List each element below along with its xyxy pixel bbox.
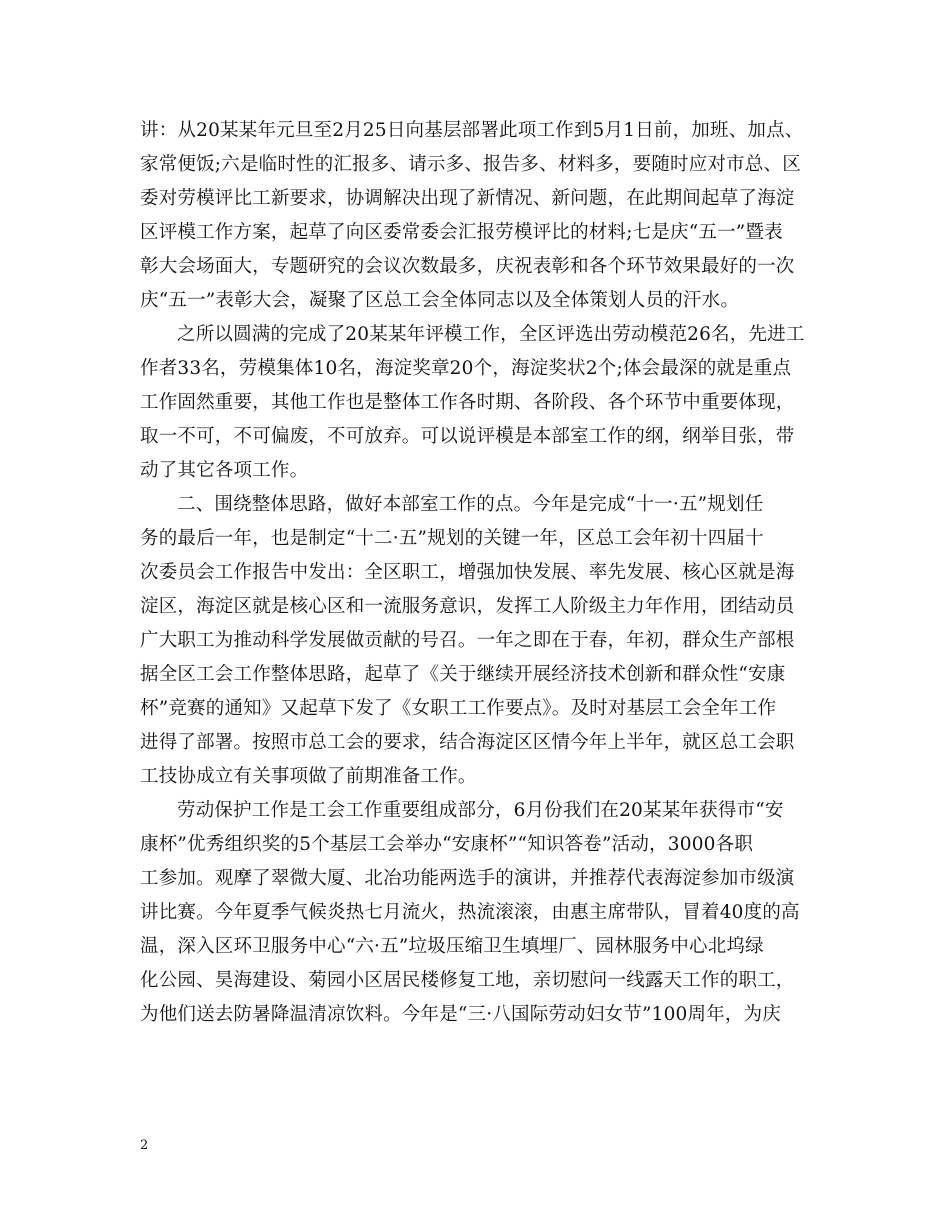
text-line: 进得了部署。按照市总工会的要求，结合海淀区区情今年上半年，就区总工会职 — [140, 732, 795, 753]
text-line: 化公园、昊海建设、菊园小区居民楼修复工地，亲切慰问一线露天工作的职工， — [140, 970, 795, 991]
text-line: 之所以圆满的完成了20某某年评模工作，全区评选出劳动模范26名，先进工 — [177, 324, 805, 345]
text-line: 温，深入区环卫服务中心“六·五”垃圾压缩卫生填埋厂、园林服务中心北坞绿 — [140, 936, 764, 957]
text-line: 作者33名，劳模集体10名，海淀奖章20个，海淀奖状2个;体会最深的就是重点 — [140, 358, 792, 379]
text-line: 二、围绕整体思路，做好本部室工作的点。今年是完成“十一·五”规划任 — [177, 494, 764, 515]
text-line: 康杯”优秀组织奖的5个基层工会举办“安康杯”“知识答卷”活动，3000各职 — [140, 834, 754, 855]
text-line: 广大职工为推动科学发展做贡献的号召。一年之即在于春，年初，群众生产部根 — [140, 630, 795, 651]
text-line: 动了其它各项工作。 — [140, 460, 309, 481]
text-line: 淀区，海淀区就是核心区和一流服务意识，发挥工人阶级主力年作用，团结动员 — [140, 596, 795, 617]
text-line: 杯”竞赛的通知》又起草下发了《女职工工作要点》。及时对基层工会全年工作 — [140, 698, 777, 719]
text-line: 工参加。观摩了翠微大厦、北冶功能两选手的演讲，并推荐代表海淀参加市级演 — [140, 868, 795, 889]
text-line: 区评模工作方案，起草了向区委常委会汇报劳模评比的材料;七是庆“五一”暨表 — [140, 222, 783, 243]
text-line: 讲比赛。今年夏季气候炎热七月流火，热流滚滚，由惠主席带队，冒着40度的高 — [140, 902, 800, 923]
text-line: 次委员会工作报告中发出：全区职工，增强加快发展、率先发展、核心区就是海 — [140, 562, 795, 583]
text-line: 务的最后一年，也是制定“十二·五”规划的关键一年，区总工会年初十四届十 — [140, 528, 764, 549]
text-line: 委对劳模评比工新要求，协调解决出现了新情况、新问题，在此期间起草了海淀 — [140, 188, 795, 209]
text-line: 工作固然重要，其他工作也是整体工作各时期、各阶段、各个环节中重要体现， — [140, 392, 795, 413]
text-line: 据全区工会工作整体思路，起草了《关于继续开展经济技术创新和群众性“安康 — [140, 664, 786, 685]
text-line: 工技协成立有关事项做了前期准备工作。 — [140, 766, 477, 787]
document-body — [140, 114, 820, 1032]
text-line: 劳动保护工作是工会工作重要组成部分，6月份我们在20某某年获得市“安 — [177, 800, 784, 821]
text-line: 讲：从20某某年元旦至2月25日向基层部署此项工作到5月1日前，加班、加点、 — [140, 120, 804, 141]
text-line: 家常便饭;六是临时性的汇报多、请示多、报告多、材料多，要随时应对市总、区 — [140, 154, 801, 175]
text-line: 取一不可，不可偏废，不可放弃。可以说评模是本部室工作的纲，纲举目张，带 — [140, 426, 795, 447]
text-line: 庆“五一”表彰大会，凝聚了区总工会全体同志以及全体策划人员的汗水。 — [140, 290, 740, 311]
page-number: 2 — [140, 1138, 149, 1153]
text-line: 为他们送去防暑降温清凉饮料。今年是“三·八国际劳动妇女节”100周年，为庆 — [140, 1004, 782, 1025]
text-line: 彰大会场面大，专题研究的会议次数最多，庆祝表彰和各个环节效果最好的一次 — [140, 256, 795, 277]
